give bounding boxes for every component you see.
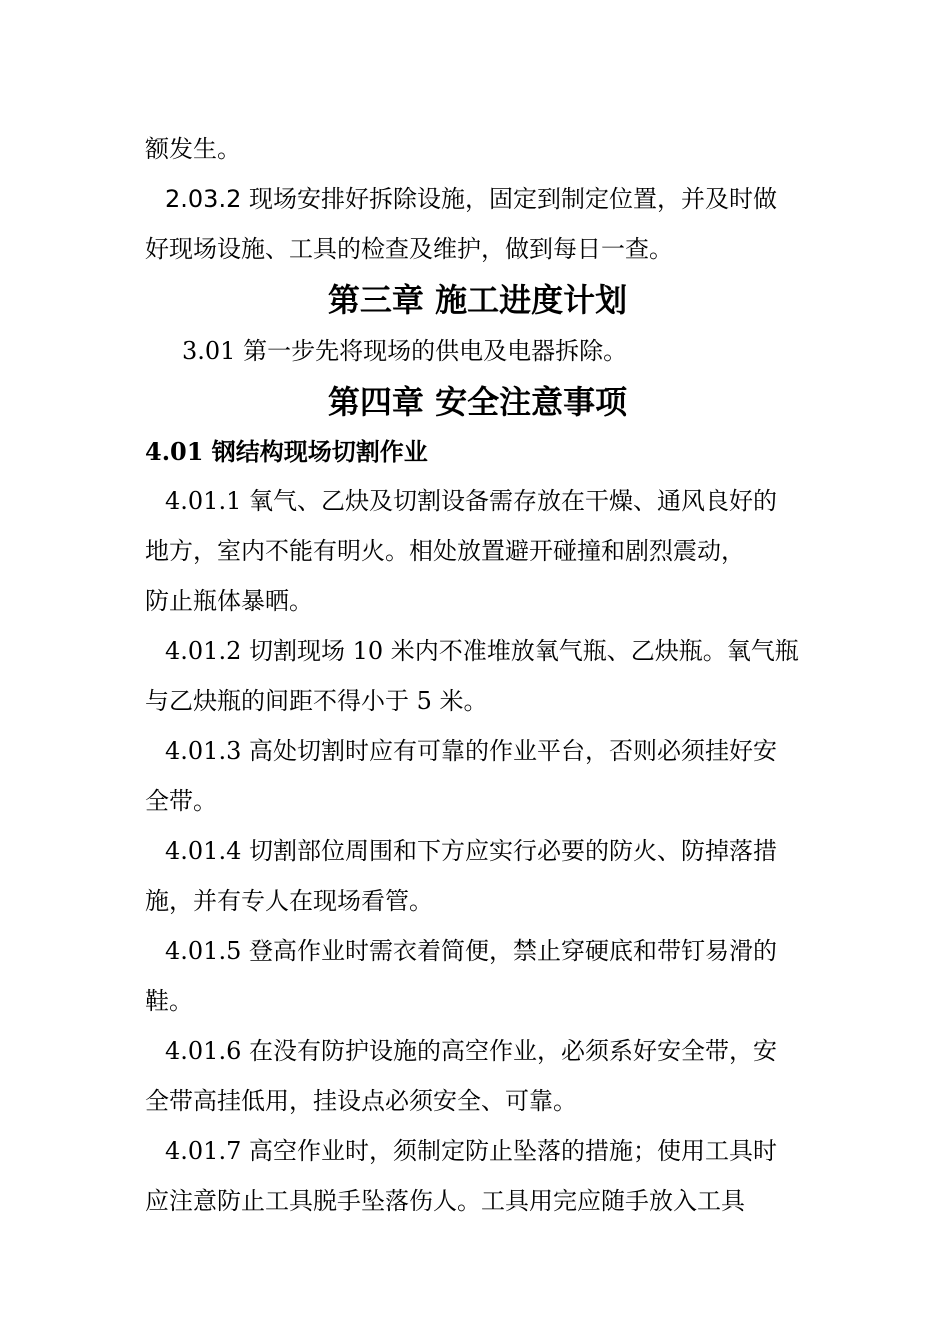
paragraph-4-01-5-line-2: 鞋。: [145, 987, 193, 1015]
document-page: [145, 124, 810, 1226]
paragraph-4-01-1-line-1: 4.01.1 氧气、乙炔及切割设备需存放在干燥、通风良好的: [165, 487, 777, 515]
paragraph-4-01-6-line-2: 全带高挂低用，挂设点必须安全、可靠。: [145, 1087, 577, 1115]
paragraph-4-01-3-line-1: 4.01.3 高处切割时应有可靠的作业平台，否则必须挂好安: [165, 737, 777, 765]
paragraph-4-01-1-line-3: 防止瓶体暴晒。: [145, 587, 313, 615]
paragraph-4-01-7-line-1: 4.01.7 高空作业时，须制定防止坠落的措施；使用工具时: [165, 1137, 777, 1165]
paragraph-2-03-2-line-1: 2.03.2 现场安排好拆除设施，固定到制定位置，并及时做: [165, 185, 777, 213]
paragraph-4-01-4-line-1: 4.01.4 切割部位周围和下方应实行必要的防火、防掉落措: [165, 837, 777, 865]
paragraph-2-03-2-line-2: 好现场设施、工具的检查及维护，做到每日一查。: [145, 235, 673, 263]
section-4-01-heading: 4.01 钢结构现场切割作业: [145, 437, 428, 466]
paragraph-4-01-2-line-1: 4.01.2 切割现场 10 米内不准堆放氧气瓶、乙炔瓶。氧气瓶: [165, 637, 799, 665]
paragraph-4-01-3-line-2: 全带。: [145, 787, 217, 815]
paragraph-line: 额发生。: [145, 135, 241, 163]
paragraph-4-01-2-line-2: 与乙炔瓶的间距不得小于 5 米。: [145, 687, 488, 715]
paragraph-3-01: 3.01 第一步先将现场的供电及电器拆除。: [182, 337, 628, 365]
paragraph-4-01-4-line-2: 施，并有专人在现场看管。: [145, 887, 433, 915]
paragraph-4-01-1-line-2: 地方，室内不能有明火。相处放置避开碰撞和剧烈震动，: [145, 537, 745, 565]
paragraph-4-01-5-line-1: 4.01.5 登高作业时需衣着简便，禁止穿硬底和带钉易滑的: [165, 937, 777, 965]
paragraph-4-01-6-line-1: 4.01.6 在没有防护设施的高空作业，必须系好安全带，安: [165, 1037, 777, 1065]
chapter-4-heading: 第四章 安全注意事项: [327, 383, 628, 421]
paragraph-4-01-7-line-2: 应注意防止工具脱手坠落伤人。工具用完应随手放入工具: [145, 1187, 745, 1215]
chapter-3-heading: 第三章 施工进度计划: [327, 281, 628, 319]
